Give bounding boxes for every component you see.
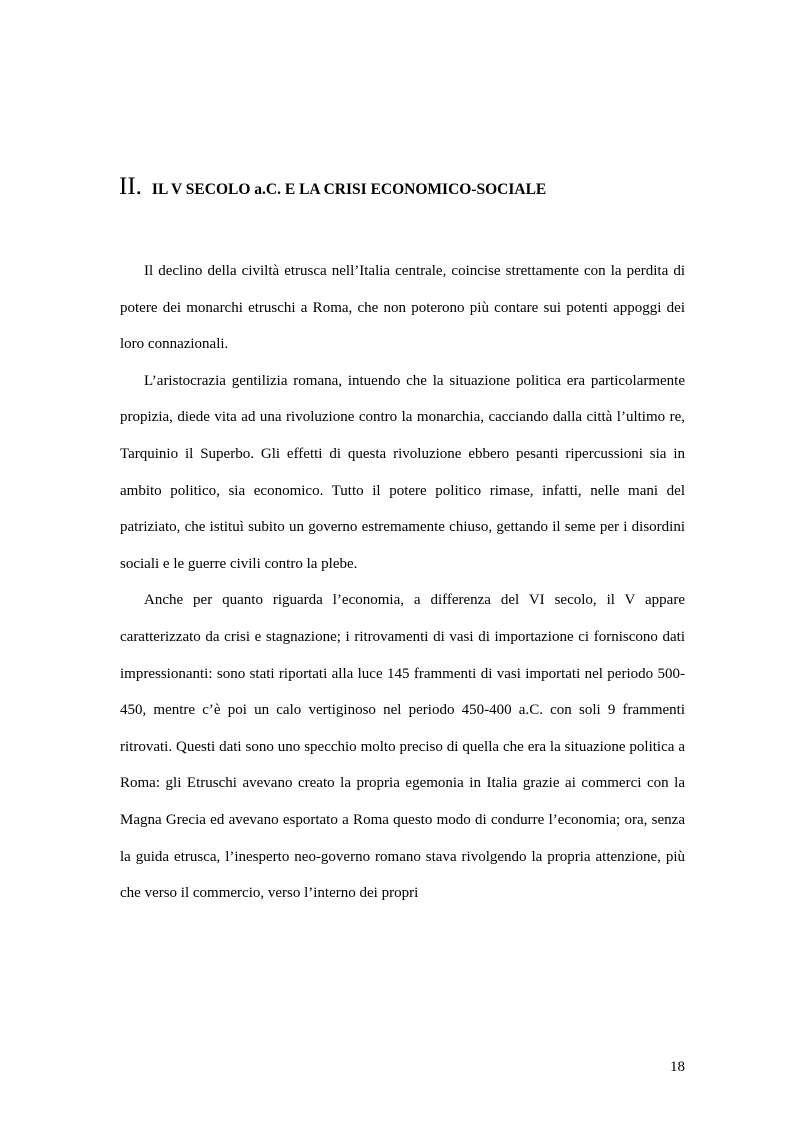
- paragraph-2: L’aristocrazia gentilizia romana, intuendo che la situazione politica era particolarmente propizia, diede vita ad una rivoluzione contro la monarchia, cacciando dalla città l’ultimo re, Tarquinio il Superbo. Gli effetti di questa rivoluzione ebbero pesanti ripercussioni sia in ambito politico, sia economico. Tutto il potere politico rimase, infatti, nelle mani del patriziato, che istituì subito un governo estremamente chiuso, gettando il seme per i disordini sociali e le guerre civili contro la plebe.: [120, 372, 685, 572]
- page-number: 18: [670, 1059, 685, 1075]
- chapter-heading: [119, 168, 689, 205]
- body-text: [120, 253, 685, 912]
- paragraph-3: Anche per quanto riguarda l’economia, a differenza del VI secolo, il V appare caratterizzato da crisi e stagnazione; i ritrovamenti di vasi di importazione ci forniscono dati impressionanti: sono stati riportati alla luce 145 frammenti di vasi importati nel periodo 500-450, mentre c’è poi un calo vertiginoso nel periodo 450-400 a.C. con soli 9 frammenti ritrovati. Questi dati sono uno specchio molto preciso di quella che era la situazione politica a Roma: gli Etruschi avevano creato la propria egemonia in Italia grazie ai commerci con la Magna Grecia ed avevano esportato a Roma questo modo di condurre l’economia; ora, senza la guida etrusca, l’inesperto neo-governo romano stava rivolgendo la propria attenzione, più che verso il commercio, verso l’interno dei propri: [120, 592, 685, 902]
- chapter-title: IL V SECOLO a.C. E LA CRISI ECONOMICO-SOCIALE: [151, 181, 547, 198]
- chapter-number: II.: [119, 173, 142, 200]
- paragraph-1: Il declino della civiltà etrusca nell’Italia centrale, coincise strettamente con la perdita di potere dei monarchi etruschi a Roma, che non poterono più contare sui potenti appoggi dei loro connazionali.: [120, 263, 685, 353]
